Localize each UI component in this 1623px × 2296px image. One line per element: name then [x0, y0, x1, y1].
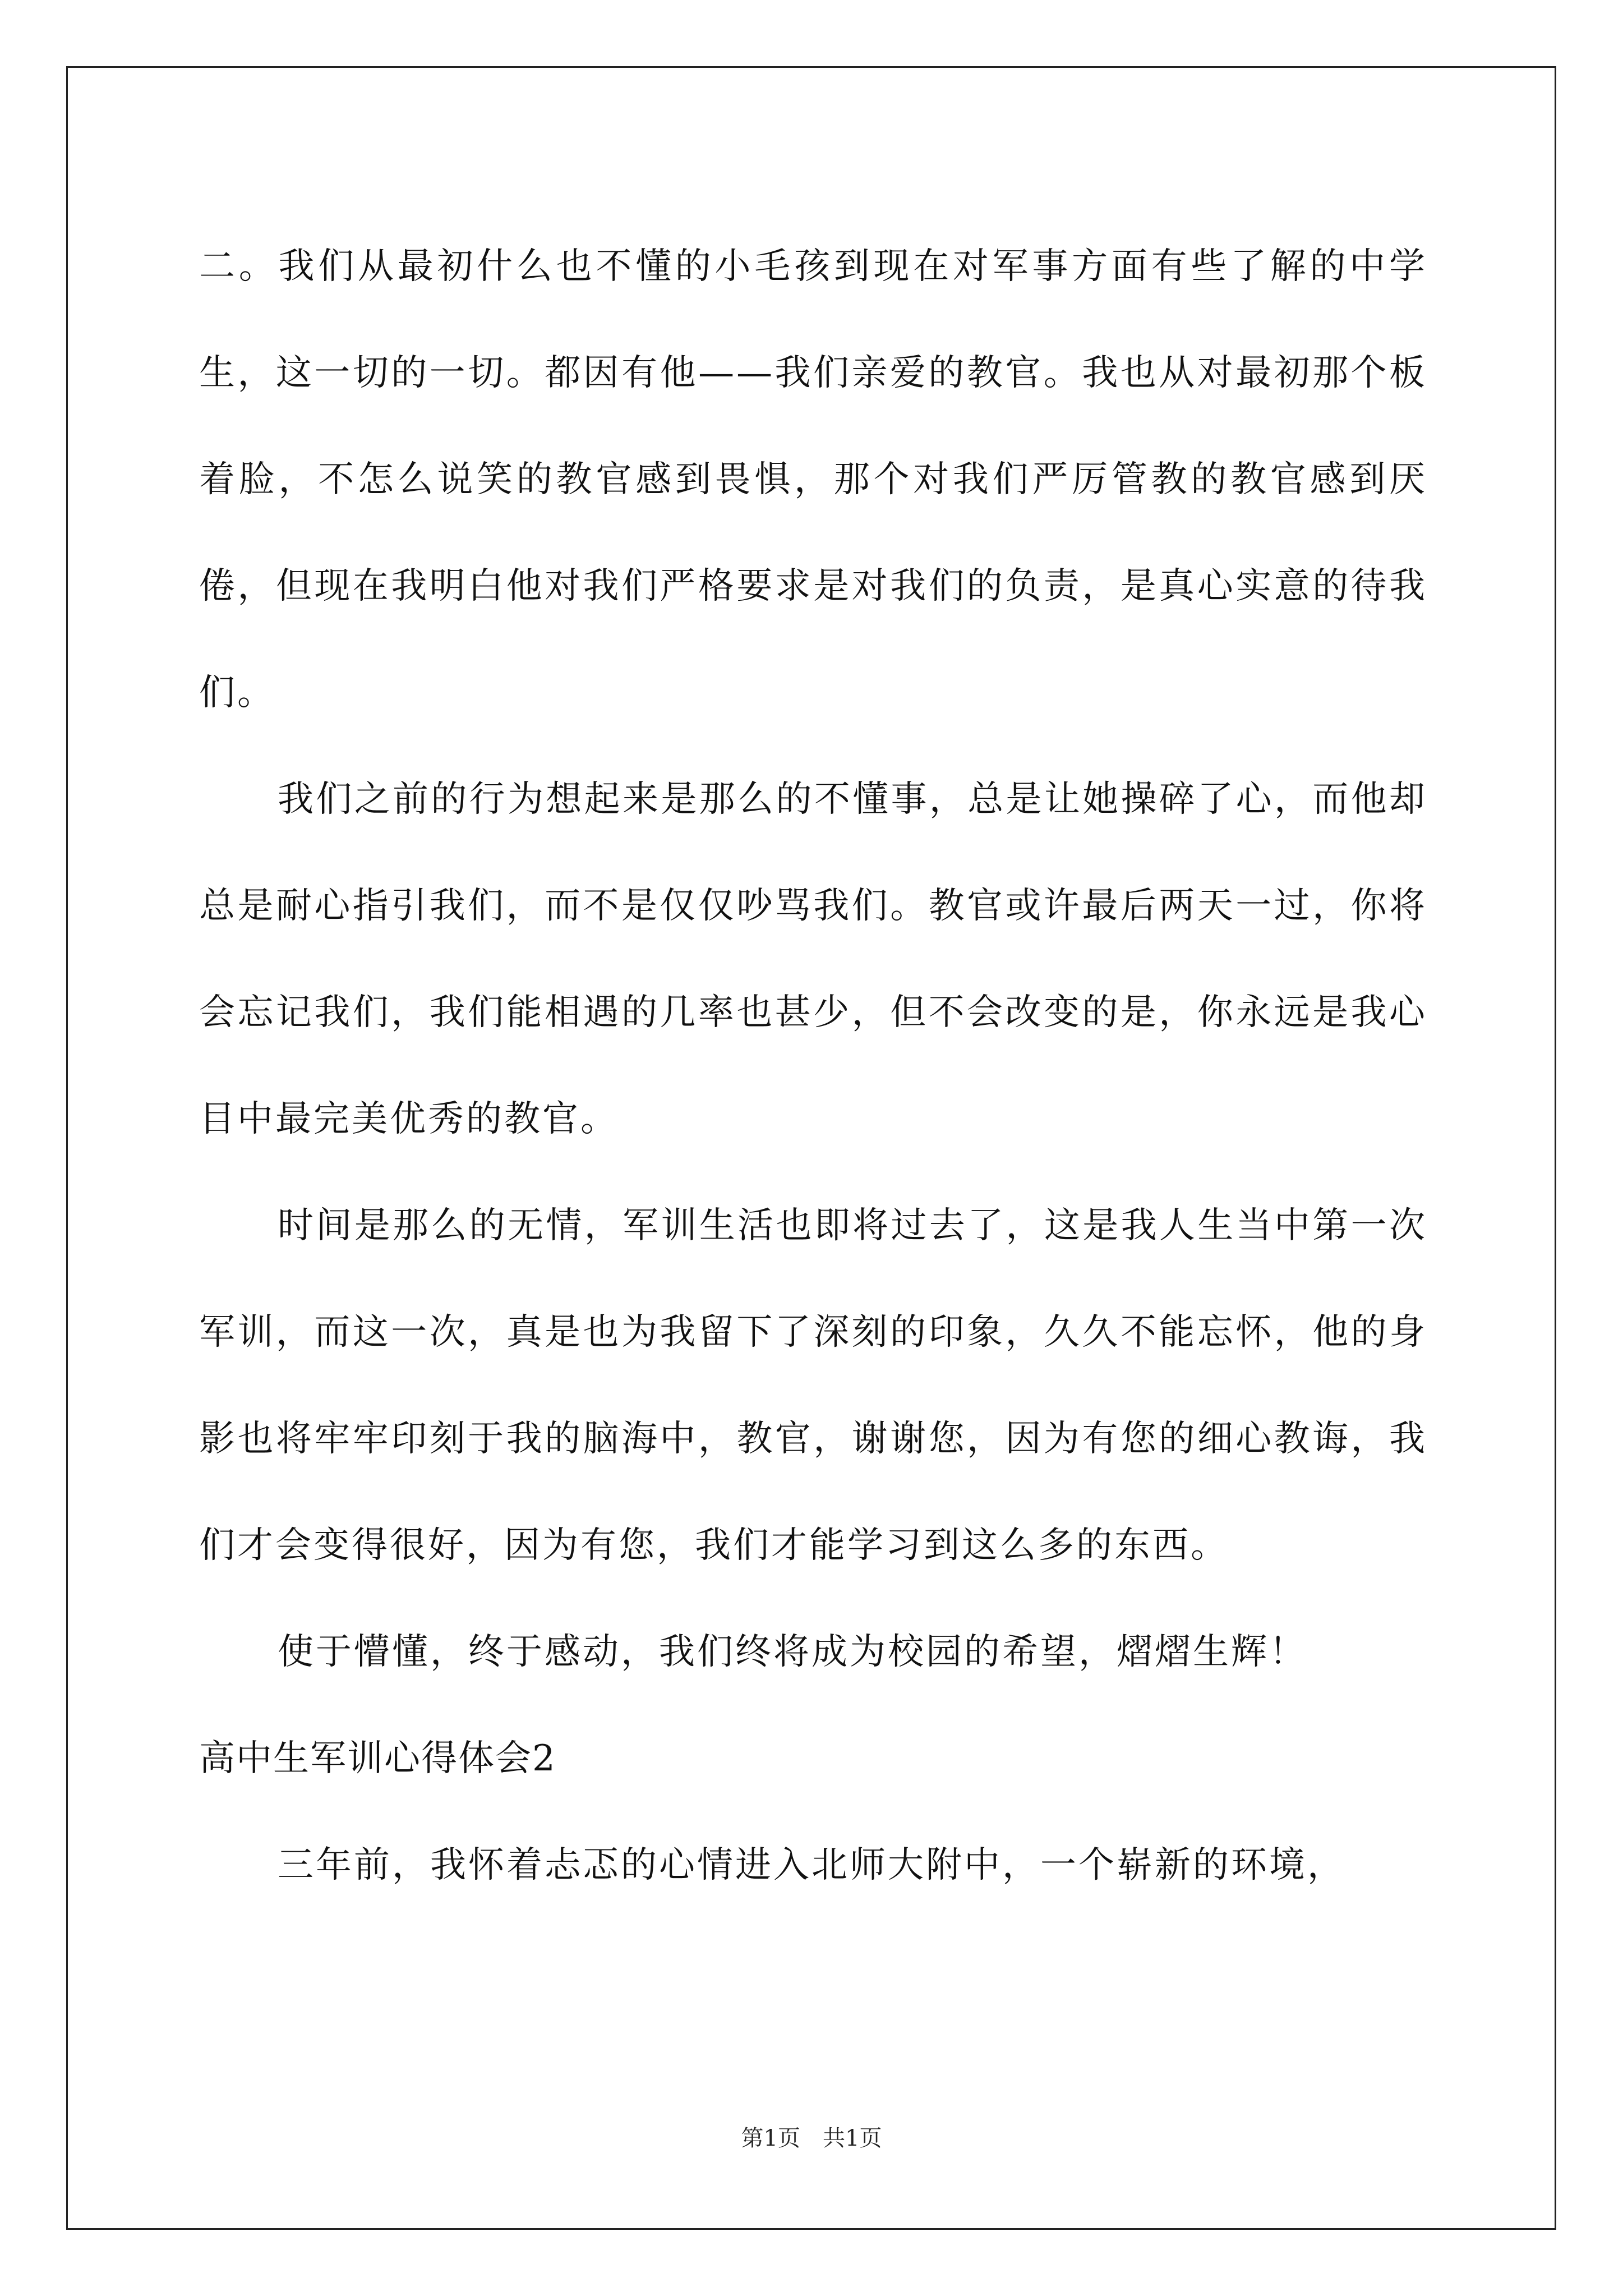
- section-heading: 高中生军训心得体会2: [199, 1738, 556, 1779]
- paragraph-2: 我们之前的行为想起来是那么的不懂事，总是让她操碎了心，而他却总是耐心指引我们，而不是仅仅吵骂我们。教官或许最后两天一过，你将会忘记我们，我们能相遇的几率也甚少，但不会改变的是，你永远是我心目中最完美优秀的教官。: [199, 779, 1427, 1140]
- paragraph-1: 二。我们从最初什么也不懂的小毛孩到现在对军事方面有些了解的中学生，这一切的一切。都因有他——我们亲爱的教官。我也从对最初那个板着脸，不怎么说笑的教官感到畏惧，那个对我们严厉管教的教官感到厌倦，但现在我明白他对我们严格要求是对我们的负责，是真心实意的待我们。: [199, 246, 1427, 714]
- paragraph-3: 时间是那么的无情，军训生活也即将过去了，这是我人生当中第一次军训，而这一次，真是也为我留下了深刻的印象，久久不能忘怀，他的身影也将牢牢印刻于我的脑海中，教官，谢谢您，因为有您的细心教诲，我们才会变得很好，因为有您，我们才能学习到这么多的东西。: [199, 1205, 1427, 1566]
- document-body: [199, 213, 1427, 1918]
- paragraph-4: 使于懵懂，终于感动，我们终将成为校园的希望，熠熠生辉！: [278, 1631, 1307, 1673]
- paragraph-5: 三年前，我怀着忐忑的心情进入北师大附中，一个崭新的环境，: [278, 1844, 1345, 1886]
- page-footer: 第1页 共1页: [741, 2125, 882, 2151]
